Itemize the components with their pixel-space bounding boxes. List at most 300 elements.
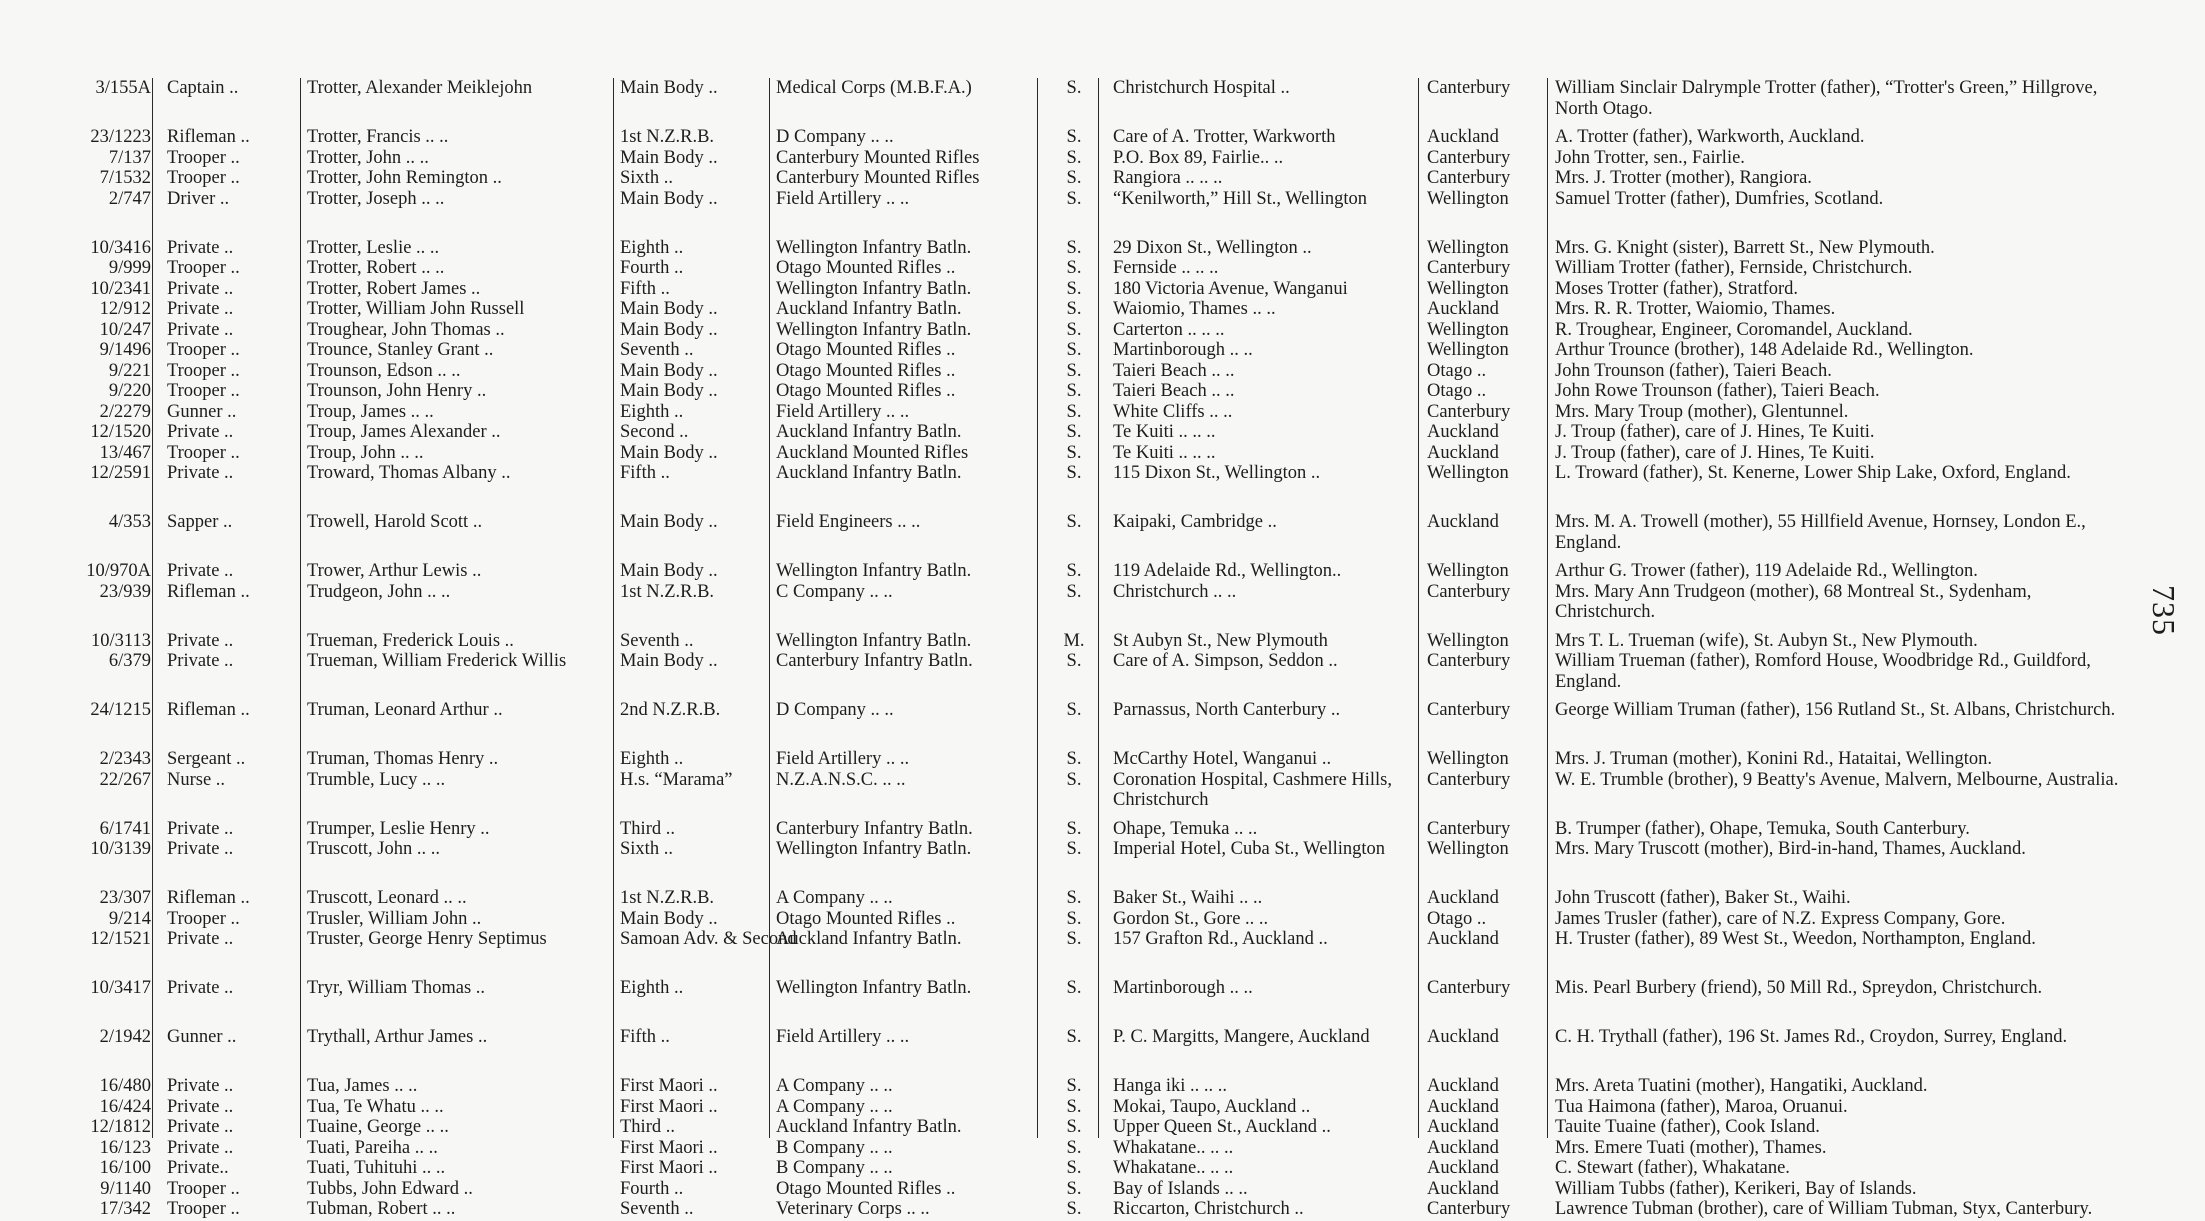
unit: Field Artillery .. .. [776,401,910,422]
regimental-number: 16/480 [99,1076,151,1096]
unit: Wellington Infantry Batln. [776,630,972,651]
regimental-number: 10/3139 [90,839,151,859]
rank: Private .. [167,237,234,258]
district: Wellington [1427,319,1509,340]
soldier-name: Trotter, Robert .. .. [307,258,445,278]
soldier-name: Trower, Arthur Lewis .. [307,561,482,581]
last-address: McCarthy Hotel, Wanganui .. [1113,749,1332,769]
last-address: “Kenilworth,” Hill St., Wellington [1113,188,1368,209]
unit: Veterinary Corps .. .. [776,1199,930,1219]
regimental-number: 10/2341 [90,278,151,299]
soldier-name: Trotter, Francis .. .. [307,127,449,147]
next-of-kin: William Tubbs (father), Kerikeri, Bay of Islands. [1555,1178,1917,1199]
unit: Canterbury Infantry Batln. [776,651,973,671]
next-of-kin: William Trotter (father), Fernside, Christchurch. [1555,258,1913,278]
next-of-kin: J. Troup (father), care of J. Hines, Te Kuiti. [1555,442,1875,463]
next-of-kin: Mrs. Emere Tuati (mother), Thames. [1555,1137,1827,1158]
next-of-kin: Mrs. J. Trotter (mother), Rangiora. [1555,168,1812,188]
regimental-number: 16/424 [99,1096,151,1117]
next-of-kin: Arthur G. Trower (father), 119 Adelaide Rd., Wellington. [1555,561,1978,581]
next-of-kin: John Trounson (father), Taieri Beach. [1555,360,1832,381]
regimental-number: 10/247 [99,319,151,340]
draft: Eighth .. [620,978,684,998]
soldier-name: Tuaine, George .. .. [307,1117,449,1137]
rank: Trooper .. [167,442,240,463]
regimental-number: 9/214 [108,908,151,929]
next-of-kin: Tua Haimona (father), Maroa, Oruanui. [1555,1096,1848,1117]
regimental-number: 12/1520 [90,422,151,442]
last-address: Bay of Islands .. .. [1113,1178,1248,1199]
soldier-name: Truscott, John .. .. [307,839,440,859]
last-address: Gordon St., Gore .. .. [1113,908,1269,929]
draft: 1st N.Z.R.B. [620,888,715,908]
last-address: Riccarton, Christchurch .. [1113,1199,1304,1219]
marital-status: S. [1066,463,1082,483]
unit: D Company .. .. [776,127,894,147]
regimental-number: 7/1532 [99,168,151,188]
next-of-kin: James Trusler (father), care of N.Z. Express Company, Gore. [1555,908,2006,929]
next-of-kin: Mrs. Areta Tuatini (mother), Hangatiki, Auckland. [1555,1076,1928,1096]
last-address: Imperial Hotel, Cuba St., Wellington [1113,839,1386,859]
regimental-number: 9/999 [108,258,151,278]
marital-status: S. [1066,168,1082,188]
marital-status: S. [1066,147,1082,168]
next-of-kin: H. Truster (father), 89 West St., Weedon, Northampton, England. [1555,929,2036,949]
district: Auckland [1427,1027,1499,1047]
soldier-name: Trueman, William Frederick Willis [307,651,567,671]
rank: Rifleman .. [167,581,250,602]
next-of-kin: R. Troughear, Engineer, Coromandel, Auckland. [1555,319,1913,340]
draft: Sixth .. [620,168,673,188]
marital-status: S. [1066,360,1082,381]
regimental-number: 2/1942 [99,1027,151,1047]
draft: Sixth .. [620,839,673,859]
rank: Rifleman .. [167,888,250,908]
soldier-name: Tua, Te Whatu .. .. [307,1096,444,1117]
marital-status: S. [1066,78,1082,98]
last-address: Martinborough .. .. [1113,978,1253,998]
next-of-kin: William Trueman (father), Romford House, Woodbridge Rd., Guildford, England. [1555,651,2091,692]
district: Auckland [1427,1117,1499,1137]
marital-status: S. [1066,401,1082,422]
district: Auckland [1427,929,1499,949]
regimental-number: 16/100 [99,1158,151,1178]
last-address: Christchurch Hospital .. [1113,78,1290,98]
rank: Nurse .. [167,769,226,790]
unit: Auckland Infantry Batln. [776,299,962,319]
regimental-number: 10/970A [86,561,151,581]
marital-status: S. [1066,700,1082,720]
last-address: Te Kuiti .. .. .. [1113,442,1216,463]
soldier-name: Tuati, Pareiha .. .. [307,1137,438,1158]
draft: Main Body .. [620,381,718,401]
regimental-number: 10/3417 [90,978,151,998]
draft: Main Body .. [620,561,718,581]
regimental-number: 9/1140 [100,1178,151,1199]
next-of-kin: C. Stewart (father), Whakatane. [1555,1158,1790,1178]
soldier-name: Troughear, John Thomas .. [307,319,505,340]
unit: A Company .. .. [776,1096,893,1117]
rank: Gunner .. [167,401,237,422]
last-address: 119 Adelaide Rd., Wellington.. [1113,561,1342,581]
last-address: Te Kuiti .. .. .. [1113,422,1216,442]
next-of-kin: Mis. Pearl Burbery (friend), 50 Mill Rd., Spreydon, Christchurch. [1555,978,2043,998]
district: Auckland [1427,1158,1499,1178]
soldier-name: Trotter, Alexander Meiklejohn [307,78,533,98]
rank: Sergeant .. [167,749,246,769]
next-of-kin: John Rowe Trounson (father), Taieri Beach. [1555,381,1880,401]
marital-status: S. [1066,1199,1082,1219]
draft: Main Body .. [620,78,718,98]
rank: Private .. [167,630,234,651]
draft: Main Body .. [620,319,718,340]
unit: Field Engineers .. .. [776,512,921,532]
last-address: Kaipaki, Cambridge .. [1113,512,1277,532]
marital-status: S. [1066,1178,1082,1199]
unit: Auckland Mounted Rifles [776,442,969,463]
last-address: Ohape, Temuka .. .. [1113,818,1258,839]
rank: Trooper .. [167,168,240,188]
soldier-name: Trotter, William John Russell [307,299,525,319]
district: Canterbury [1427,401,1511,422]
regimental-number: 3/155A [95,78,151,98]
next-of-kin: C. H. Trythall (father), 196 St. James Rd., Croydon, Surrey, England. [1555,1027,2068,1047]
next-of-kin: Mrs. Mary Troup (mother), Glentunnel. [1555,401,1849,422]
regimental-number: 24/1215 [90,700,151,720]
draft: Fifth .. [620,1027,670,1047]
marital-status: S. [1066,978,1082,998]
next-of-kin: A. Trotter (father), Warkworth, Auckland. [1555,127,1865,147]
unit: D Company .. .. [776,700,894,720]
soldier-name: Truman, Leonard Arthur .. [307,700,503,720]
rank: Driver .. [167,188,230,209]
draft: Fourth .. [620,1178,684,1199]
unit: Auckland Infantry Batln. [776,1117,962,1137]
marital-status: S. [1066,769,1082,790]
draft: Samoan Adv. & Second [620,929,797,949]
rank: Gunner .. [167,1027,237,1047]
draft: Third .. [620,818,675,839]
district: Canterbury [1427,147,1511,168]
draft: Main Body .. [620,908,718,929]
unit: Field Artillery .. .. [776,749,910,769]
draft: First Maori .. [620,1137,718,1158]
next-of-kin: W. E. Trumble (brother), 9 Beatty's Avenue, Malvern, Melbourne, Australia. [1555,769,2119,790]
regimental-number: 2/2343 [99,749,151,769]
last-address: 29 Dixon St., Wellington .. [1113,237,1312,258]
rank: Trooper .. [167,381,240,401]
soldier-name: Trotter, John Remington .. [307,168,502,188]
marital-status: S. [1066,512,1082,532]
marital-status: S. [1066,278,1082,299]
unit: Medical Corps (M.B.F.A.) [776,78,972,98]
last-address: P. C. Margitts, Mangere, Auckland [1113,1027,1370,1047]
unit: Wellington Infantry Batln. [776,978,972,998]
marital-status: S. [1066,422,1082,442]
regimental-number: 4/353 [108,512,151,532]
last-address: Baker St., Waihi .. .. [1113,888,1263,908]
last-address: Care of A. Simpson, Seddon .. [1113,651,1338,671]
unit: Wellington Infantry Batln. [776,319,972,340]
marital-status: S. [1066,1027,1082,1047]
next-of-kin: Mrs. Mary Ann Trudgeon (mother), 68 Montreal St., Sydenham, Christchurch. [1555,581,2032,622]
regimental-number: 12/2591 [90,463,151,483]
draft: Main Body .. [620,299,718,319]
soldier-name: Tua, James .. .. [307,1076,418,1096]
marital-status: S. [1066,561,1082,581]
district: Auckland [1427,127,1499,147]
soldier-name: Tubman, Robert .. .. [307,1199,456,1219]
district: Wellington [1427,463,1509,483]
soldier-name: Troward, Thomas Albany .. [307,463,511,483]
soldier-name: Tubbs, John Edward .. [307,1178,473,1199]
draft: Fourth .. [620,258,684,278]
next-of-kin: John Trotter, sen., Fairlie. [1555,147,1745,168]
unit: Auckland Infantry Batln. [776,463,962,483]
district: Canterbury [1427,168,1511,188]
district: Canterbury [1427,700,1511,720]
regimental-number: 9/1496 [99,340,151,360]
soldier-name: Truman, Thomas Henry .. [307,749,499,769]
draft: Main Body .. [620,147,718,168]
marital-status: S. [1066,1076,1082,1096]
district: Canterbury [1427,581,1511,602]
district: Auckland [1427,1137,1499,1158]
next-of-kin: Samuel Trotter (father), Dumfries, Scotland. [1555,188,1884,209]
unit: Otago Mounted Rifles .. [776,908,956,929]
soldier-name: Trusler, William John .. [307,908,482,929]
marital-status: S. [1066,749,1082,769]
unit: Wellington Infantry Batln. [776,839,972,859]
unit: Otago Mounted Rifles .. [776,340,956,360]
column-rule [1098,78,1099,1138]
district: Wellington [1427,630,1509,651]
next-of-kin: John Truscott (father), Baker St., Waihi. [1555,888,1851,908]
district: Canterbury [1427,769,1511,790]
marital-status: S. [1066,258,1082,278]
marital-status: S. [1066,839,1082,859]
district: Wellington [1427,561,1509,581]
rank: Trooper .. [167,1178,240,1199]
last-address: Carterton .. .. .. [1113,319,1225,340]
soldier-name: Troup, James .. .. [307,401,434,422]
last-address: White Cliffs .. .. [1113,401,1233,422]
last-address: Martinborough .. .. [1113,340,1253,360]
regimental-number: 9/221 [108,360,151,381]
draft: Main Body .. [620,651,718,671]
marital-status: S. [1066,1137,1082,1158]
marital-status: S. [1066,188,1082,209]
last-address: Waiomio, Thames .. .. [1113,299,1276,319]
soldier-name: Trudgeon, John .. .. [307,581,451,602]
last-address: Rangiora .. .. .. [1113,168,1223,188]
marital-status: S. [1066,1096,1082,1117]
draft: First Maori .. [620,1096,718,1117]
unit: N.Z.A.N.S.C. .. .. [776,769,906,790]
district: Wellington [1427,749,1509,769]
draft: Second .. [620,422,689,442]
next-of-kin: B. Trumper (father), Ohape, Temuka, South Canterbury. [1555,818,1970,839]
regimental-number: 16/123 [99,1137,151,1158]
next-of-kin: Lawrence Tubman (brother), care of William Tubman, Styx, Canterbury. [1555,1199,2093,1219]
soldier-name: Trotter, Joseph .. .. [307,188,445,209]
district: Auckland [1427,1076,1499,1096]
rank: Private .. [167,1117,234,1137]
district: Auckland [1427,442,1499,463]
rank: Trooper .. [167,258,240,278]
marital-status: S. [1066,237,1082,258]
last-address: Coronation Hospital, Cashmere Hills, Christchurch [1113,769,1393,810]
district: Canterbury [1427,1199,1511,1219]
next-of-kin: Mrs T. L. Trueman (wife), St. Aubyn St., New Plymouth. [1555,630,1978,651]
next-of-kin: Arthur Trounce (brother), 148 Adelaide Rd., Wellington. [1555,340,1974,360]
last-address: Taieri Beach .. .. [1113,381,1235,401]
draft: 1st N.Z.R.B. [620,581,715,602]
soldier-name: Trowell, Harold Scott .. [307,512,483,532]
unit: Canterbury Mounted Rifles [776,168,980,188]
regimental-number: 6/379 [108,651,151,671]
rank: Private .. [167,299,234,319]
rank: Rifleman .. [167,700,250,720]
last-address: 157 Grafton Rd., Auckland .. [1113,929,1328,949]
draft: Seventh .. [620,1199,694,1219]
draft: Main Body .. [620,188,718,209]
unit: Wellington Infantry Batln. [776,561,972,581]
rank: Private .. [167,839,234,859]
next-of-kin: Mrs. M. A. Trowell (mother), 55 Hillfield Avenue, Hornsey, London E., England. [1555,512,2086,553]
district: Auckland [1427,512,1499,532]
marital-status: S. [1066,929,1082,949]
last-address: Mokai, Taupo, Auckland .. [1113,1096,1311,1117]
regimental-number: 7/137 [108,147,151,168]
soldier-name: Troup, John .. .. [307,442,424,463]
next-of-kin: J. Troup (father), care of J. Hines, Te Kuiti. [1555,422,1875,442]
soldier-name: Troup, James Alexander .. [307,422,501,442]
last-address: Hanga iki .. .. .. [1113,1076,1228,1096]
rank: Trooper .. [167,147,240,168]
district: Otago .. [1427,908,1487,929]
draft: Fifth .. [620,278,670,299]
next-of-kin: Mrs. Mary Truscott (mother), Bird-in-hand, Thames, Auckland. [1555,839,2026,859]
regimental-number: 2/747 [108,188,151,209]
draft: Main Body .. [620,442,718,463]
district: Otago .. [1427,360,1487,381]
last-address: 180 Victoria Avenue, Wanganui [1113,278,1348,299]
last-address: P.O. Box 89, Fairlie.. .. [1113,147,1284,168]
rank: Private .. [167,278,234,299]
district: Otago .. [1427,381,1487,401]
regimental-number: 13/467 [99,442,151,463]
unit: C Company .. .. [776,581,893,602]
district: Canterbury [1427,78,1511,98]
soldier-name: Truscott, Leonard .. .. [307,888,467,908]
soldier-name: Trotter, Leslie .. .. [307,237,440,258]
draft: Eighth .. [620,237,684,258]
draft: 1st N.Z.R.B. [620,127,715,147]
last-address: Care of A. Trotter, Warkworth [1113,127,1336,147]
regimental-number: 17/342 [99,1199,151,1219]
draft: 2nd N.Z.R.B. [620,700,721,720]
rank: Private .. [167,463,234,483]
regimental-number: 10/3113 [91,630,151,651]
rank: Private .. [167,422,234,442]
draft: Seventh .. [620,340,694,360]
marital-status: S. [1066,651,1082,671]
district: Canterbury [1427,258,1511,278]
rank: Private .. [167,1137,234,1158]
marital-status: S. [1066,340,1082,360]
unit: Field Artillery .. .. [776,1027,910,1047]
last-address: Whakatane.. .. .. [1113,1137,1234,1158]
marital-status: S. [1066,299,1082,319]
next-of-kin: Tauite Tuaine (father), Cook Island. [1555,1117,1820,1137]
next-of-kin: L. Troward (father), St. Kenerne, Lower Ship Lake, Oxford, England. [1555,463,2071,483]
last-address: 115 Dixon St., Wellington .. [1113,463,1321,483]
marital-status: S. [1066,127,1082,147]
district: Wellington [1427,340,1509,360]
next-of-kin: Mrs. G. Knight (sister), Barrett St., New Plymouth. [1555,237,1935,258]
rank: Trooper .. [167,1199,240,1219]
next-of-kin: Moses Trotter (father), Stratford. [1555,278,1799,299]
marital-status: S. [1066,581,1082,602]
unit: A Company .. .. [776,888,893,908]
regimental-number: 22/267 [99,769,151,790]
draft: First Maori .. [620,1076,718,1096]
district: Auckland [1427,1096,1499,1117]
regimental-number: 6/1741 [99,818,151,839]
last-address: Fernside .. .. .. [1113,258,1219,278]
rank: Trooper .. [167,360,240,381]
draft: Main Body .. [620,360,718,381]
column-rule [152,78,153,1138]
district: Canterbury [1427,651,1511,671]
rank: Private .. [167,978,234,998]
rank: Rifleman .. [167,127,250,147]
last-address: Parnassus, North Canterbury .. [1113,700,1341,720]
draft: Eighth .. [620,401,684,422]
regimental-number: 2/2279 [99,401,151,422]
draft: Third .. [620,1117,675,1137]
last-address: Upper Queen St., Auckland .. [1113,1117,1331,1137]
unit: Wellington Infantry Batln. [776,237,972,258]
marital-status: S. [1066,381,1082,401]
regimental-number: 23/939 [99,581,151,602]
district: Auckland [1427,422,1499,442]
next-of-kin: Mrs. J. Truman (mother), Konini Rd., Hataitai, Wellington. [1555,749,1993,769]
district: Wellington [1427,839,1509,859]
regimental-number: 23/307 [99,888,151,908]
unit: Field Artillery .. .. [776,188,910,209]
marital-status: S. [1066,442,1082,463]
last-address: Taieri Beach .. .. [1113,360,1235,381]
district: Auckland [1427,299,1499,319]
rank: Captain .. [167,78,239,98]
soldier-name: Trounson, John Henry .. [307,381,487,401]
marital-status: S. [1066,908,1082,929]
district: Wellington [1427,237,1509,258]
unit: Otago Mounted Rifles .. [776,1178,956,1199]
unit: Otago Mounted Rifles .. [776,258,956,278]
unit: Otago Mounted Rifles .. [776,381,956,401]
soldier-name: Tuati, Tuhituhi .. .. [307,1158,446,1178]
draft: Main Body .. [620,512,718,532]
marital-status: S. [1066,1117,1082,1137]
draft: Seventh .. [620,630,694,651]
regimental-number: 23/1223 [90,127,151,147]
rank: Private .. [167,319,234,340]
unit: Auckland Infantry Batln. [776,929,962,949]
rank: Private .. [167,1076,234,1096]
